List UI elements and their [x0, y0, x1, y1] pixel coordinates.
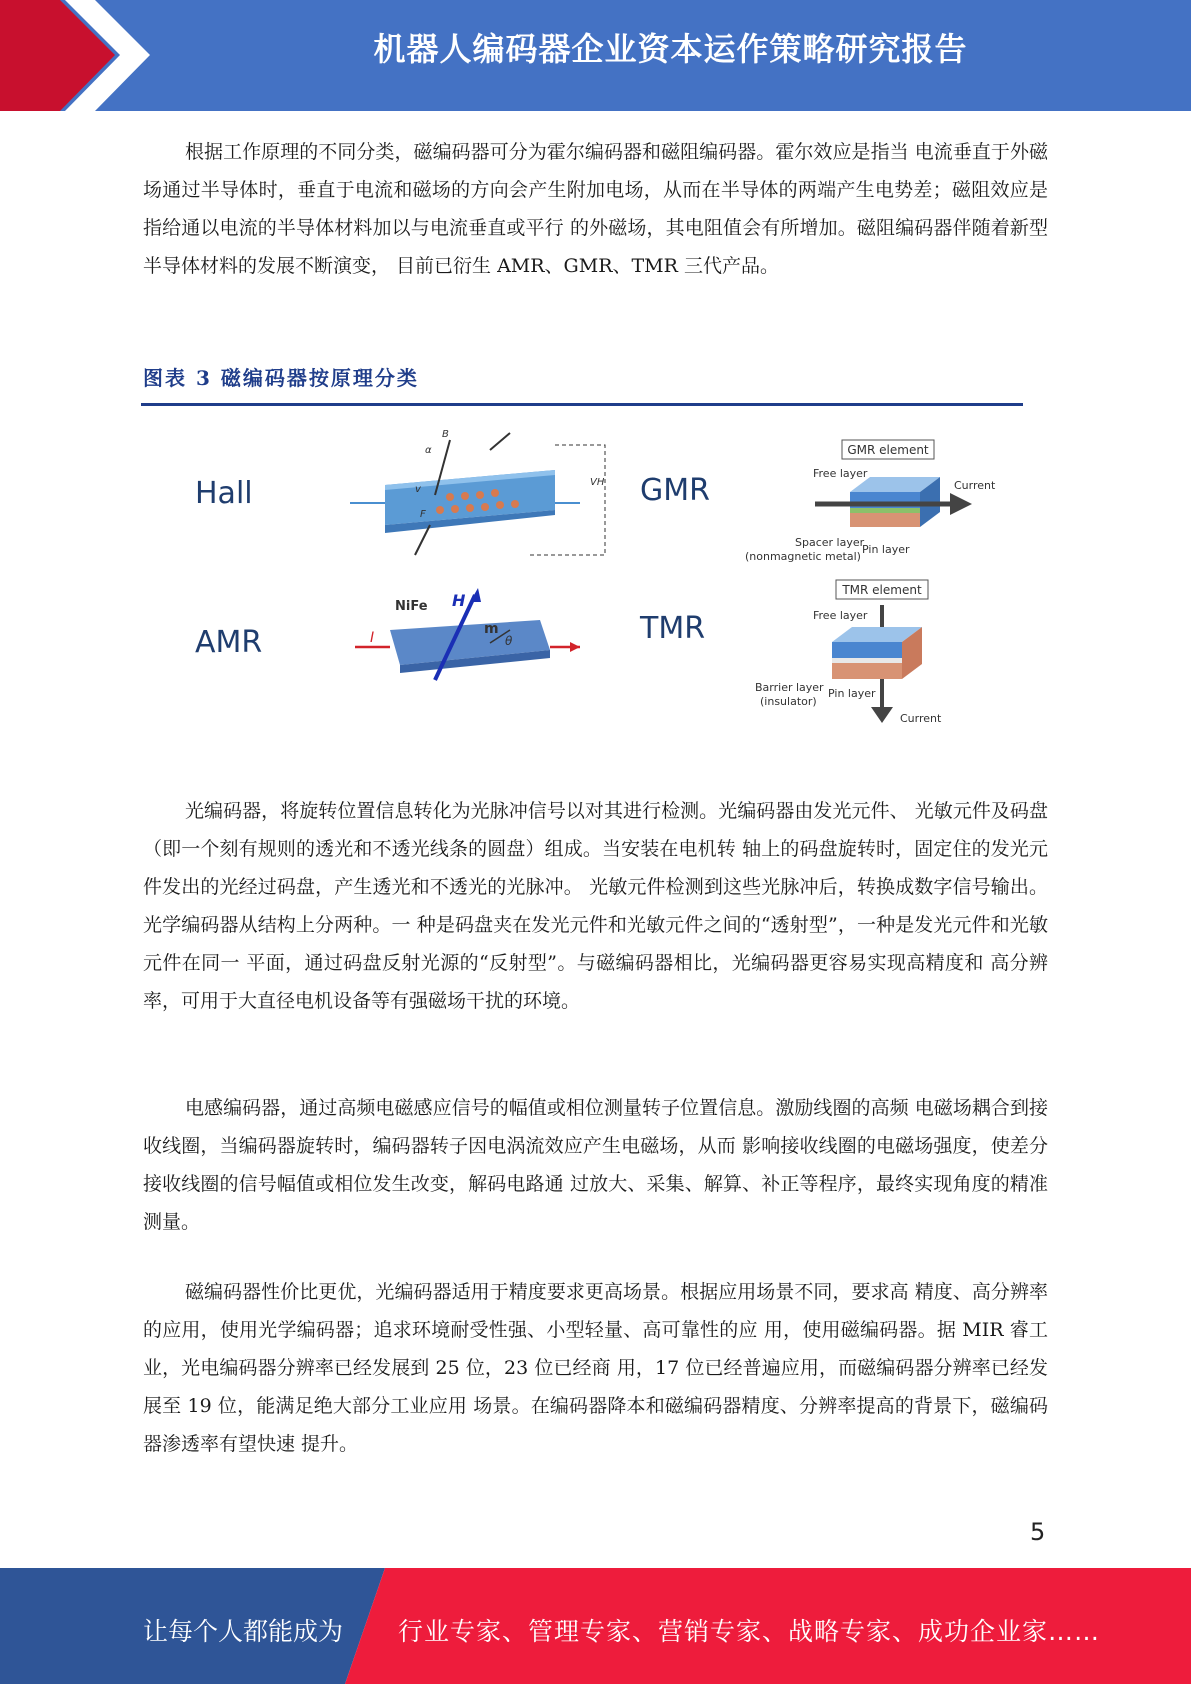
svg-text:m: m: [484, 621, 499, 637]
caption-divider: [141, 403, 1023, 406]
svg-text:α: α: [425, 445, 432, 456]
amr-label: AMR: [195, 625, 263, 660]
paragraph-optical-encoder: 光编码器，将旋转位置信息转化为光脉冲信号以对其进行检测。光编码器由发光元件、 光敏元件及码盘（即一个刻有规则的透光和不透光线条的圆盘）组成。当安装在电机转 轴上的码盘旋转时，固定住的发光元件发出的光经过码盘，产生透光和不透光的光脉冲。 光敏元件检测到这些光脉冲后，转换成数字信号输出。光学编码器从结构上分两种。一 种是码盘夹在发光元件和光敏元件之间的“透射型”，一种是发光元件和光敏元件在同一 平面，通过码盘反射光源的“反射型”。与磁编码器相比，光编码器更容易实现高精度和 高分辨率，可用于大直径电机设备等有强磁场干扰的环境。: [143, 800, 1048, 1012]
svg-text:H: H: [452, 591, 466, 610]
hall-diagram: [350, 429, 605, 555]
page-header: [0, 0, 1191, 111]
svg-text:Pin layer: Pin layer: [828, 687, 876, 700]
svg-text:NiFe: NiFe: [395, 599, 428, 614]
svg-text:TMR element: TMR element: [842, 583, 922, 597]
svg-text:F: F: [420, 509, 426, 520]
magnetic-encoder-classification-figure: [150, 425, 1030, 735]
hall-label: Hall: [195, 476, 253, 511]
svg-text:Free layer: Free layer: [813, 609, 868, 622]
gmr-diagram: [745, 440, 996, 563]
tmr-diagram: [755, 580, 942, 725]
svg-text:VH: VH: [590, 477, 605, 488]
svg-text:Free layer: Free layer: [813, 467, 868, 480]
report-title: 机器人编码器企业资本运作策略研究报告: [373, 30, 968, 68]
paragraph-encoder-comparison: 磁编码器性价比更优，光编码器适用于精度要求更高场景。根据应用场景不同，要求高 精度、高分辨率的应用，使用光学编码器；追求环境耐受性强、小型轻量、高可靠性的应 用，使用磁编码器。据 MIR 睿工业，光电编码器分辨率已经发展到 25 位，23 位已经商 用，17 位已经普遍应用，而磁编码器分辨率已经发展至 19 位，能满足绝大部分工业应用 场景。在编码器降本和磁编码器精度、分辨率提高的背景下，磁编码器渗透率有望快速 提升。: [143, 1281, 1048, 1455]
svg-text:v: v: [415, 484, 421, 495]
paragraph-inductive-encoder: 电感编码器，通过高频电磁感应信号的幅值或相位测量转子位置信息。激励线圈的高频 电磁场耦合到接收线圈，当编码器旋转时，编码器转子因电涡流效应产生电磁场，从而 影响接收线圈的电磁场强度，使差分接收线圈的信号幅值或相位发生改变，解码电路通 过放大、采集、解算、补正等程序，最终实现角度的精准测量。: [143, 1097, 1048, 1233]
svg-text:(insulator): (insulator): [760, 695, 817, 708]
tmr-label: TMR: [640, 611, 706, 646]
gmr-label: GMR: [640, 473, 710, 508]
svg-text:GMR element: GMR element: [847, 443, 929, 457]
footer-slogan-left: 让每个人都能成为: [143, 1617, 344, 1646]
paragraph-magnetic-encoder: 根据工作原理的不同分类，磁编码器可分为霍尔编码器和磁阻编码器。霍尔效应是指当 电流垂直于外磁场通过半导体时，垂直于电流和磁场的方向会产生附加电场，从而在半导体的两端产生电势差；磁阻效应是指给通以电流的半导体材料加以与电流垂直或平行 的外磁场，其电阻值会有所增加。磁阻编码器伴随着新型半导体材料的发展不断演变， 目前已衍生 AMR、GMR、TMR 三代产品。: [143, 141, 1048, 277]
svg-text:(nonmagnetic metal): (nonmagnetic metal): [745, 550, 861, 563]
svg-text:I: I: [370, 630, 375, 646]
svg-text:B: B: [442, 429, 449, 440]
footer-slogan-right: 行业专家、管理专家、营销专家、战略专家、成功企业家……: [398, 1617, 1101, 1646]
svg-text:Current: Current: [900, 712, 942, 725]
svg-text:Spacer layer: Spacer layer: [795, 536, 865, 549]
page-footer: [0, 1568, 1191, 1684]
figure-caption: 图表 3 磁编码器按原理分类: [143, 366, 419, 390]
page-number: 5: [1030, 1518, 1046, 1546]
svg-text:Current: Current: [954, 479, 996, 492]
amr-diagram: [355, 588, 580, 680]
svg-text:Pin layer: Pin layer: [862, 543, 910, 556]
svg-text:Barrier layer: Barrier layer: [755, 681, 824, 694]
svg-text:θ: θ: [505, 634, 513, 648]
